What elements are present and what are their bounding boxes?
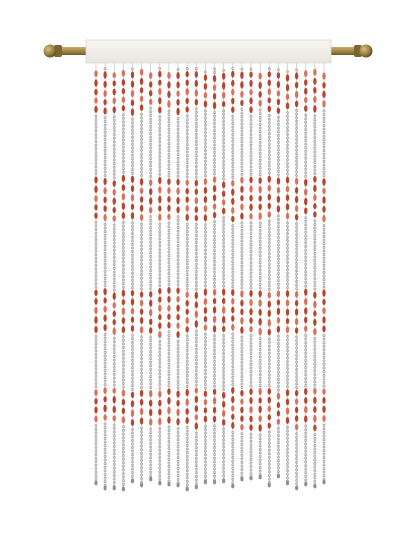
- rod-finial-right: [354, 45, 373, 58]
- bead-strand: [176, 63, 179, 487]
- bead-strand: [131, 63, 134, 483]
- rod-finial-left: [44, 45, 63, 58]
- curtain-header-band: [86, 40, 331, 63]
- bead-strand: [268, 63, 271, 487]
- bead-strand: [231, 63, 234, 488]
